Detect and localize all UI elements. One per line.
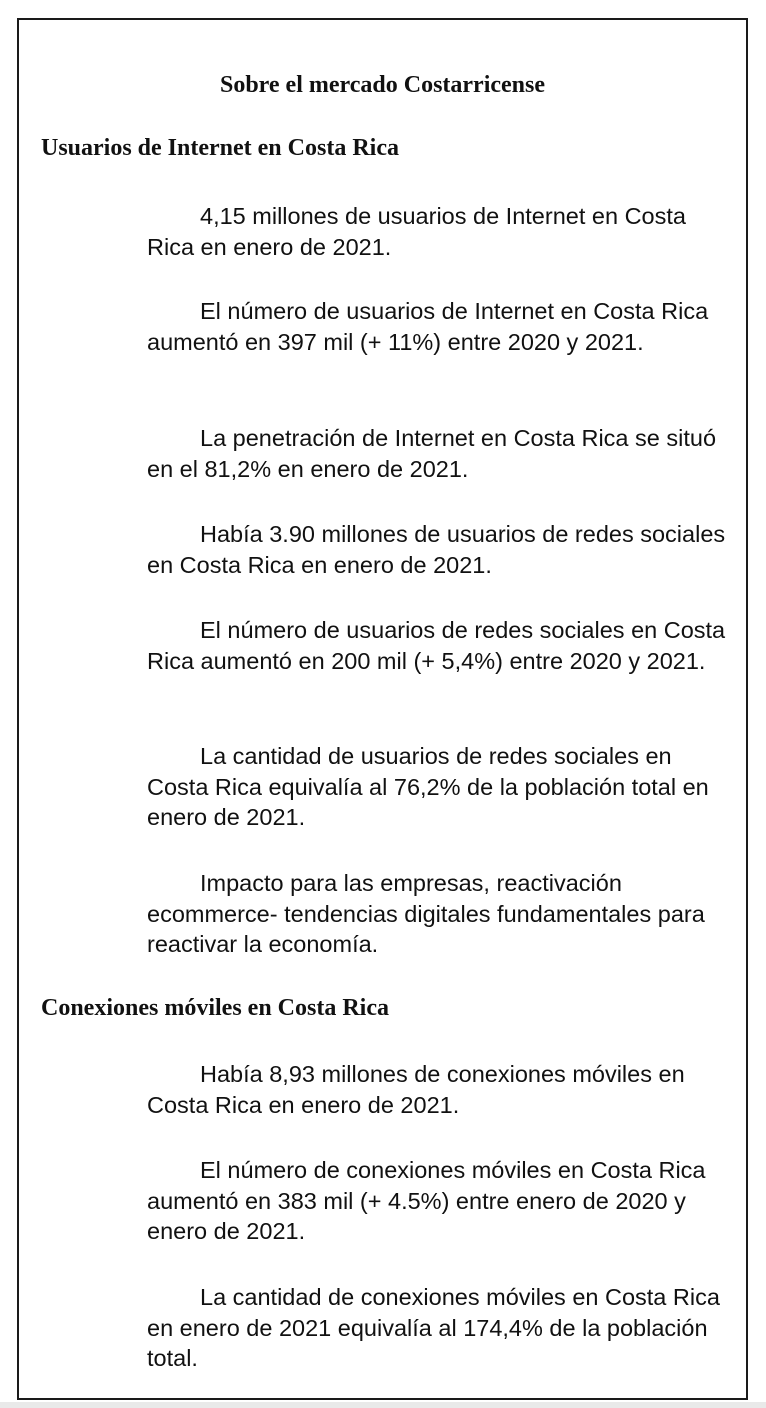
- paragraph-social-users-growth: El número de usuarios de redes sociales en Costa Rica aumentó en 200 mil (+ 5,4%) entre 2020 y 2021.: [147, 617, 726, 674]
- paragraph-mobile-connections-total: Había 8,93 millones de conexiones móviles en Costa Rica en enero de 2021.: [147, 1061, 685, 1118]
- paragraph-business-impact: Impacto para las empresas, reactivación ecommerce- tendencias digitales fundamentales para reactivar la economía.: [147, 870, 705, 957]
- document-page: [17, 18, 748, 1400]
- paragraph-social-users-total: Había 3.90 millones de usuarios de redes sociales en Costa Rica en enero de 2021.: [147, 521, 726, 578]
- paragraph-internet-users-total: 4,15 millones de usuarios de Internet en Costa Rica en enero de 2021.: [147, 203, 686, 260]
- paragraph-social-users-share: La cantidad de usuarios de redes sociales en Costa Rica equivalía al 76,2% de la población total en enero de 2021.: [147, 743, 709, 830]
- paragraph-mobile-connections-growth: El número de conexiones móviles en Costa Rica aumentó en 383 mil (+ 4.5%) entre enero de 2020 y enero de 2021.: [147, 1157, 706, 1244]
- paragraph-mobile-connections-share: La cantidad de conexiones móviles en Costa Rica en enero de 2021 equivalía al 174,4% de la población total.: [147, 1284, 720, 1371]
- paragraph-internet-penetration: La penetración de Internet en Costa Rica se situó en el 81,2% en enero de 2021.: [147, 425, 717, 482]
- bottom-strip: [0, 1402, 766, 1408]
- section-heading-mobile-connections: Conexiones móviles en Costa Rica: [41, 995, 389, 1021]
- document-title: Sobre el mercado Costarricense: [219, 72, 546, 98]
- paragraph-internet-users-growth: El número de usuarios de Internet en Costa Rica aumentó en 397 mil (+ 11%) entre 2020 y 2021.: [147, 298, 709, 355]
- section-heading-internet-users: Usuarios de Internet en Costa Rica: [41, 135, 399, 161]
